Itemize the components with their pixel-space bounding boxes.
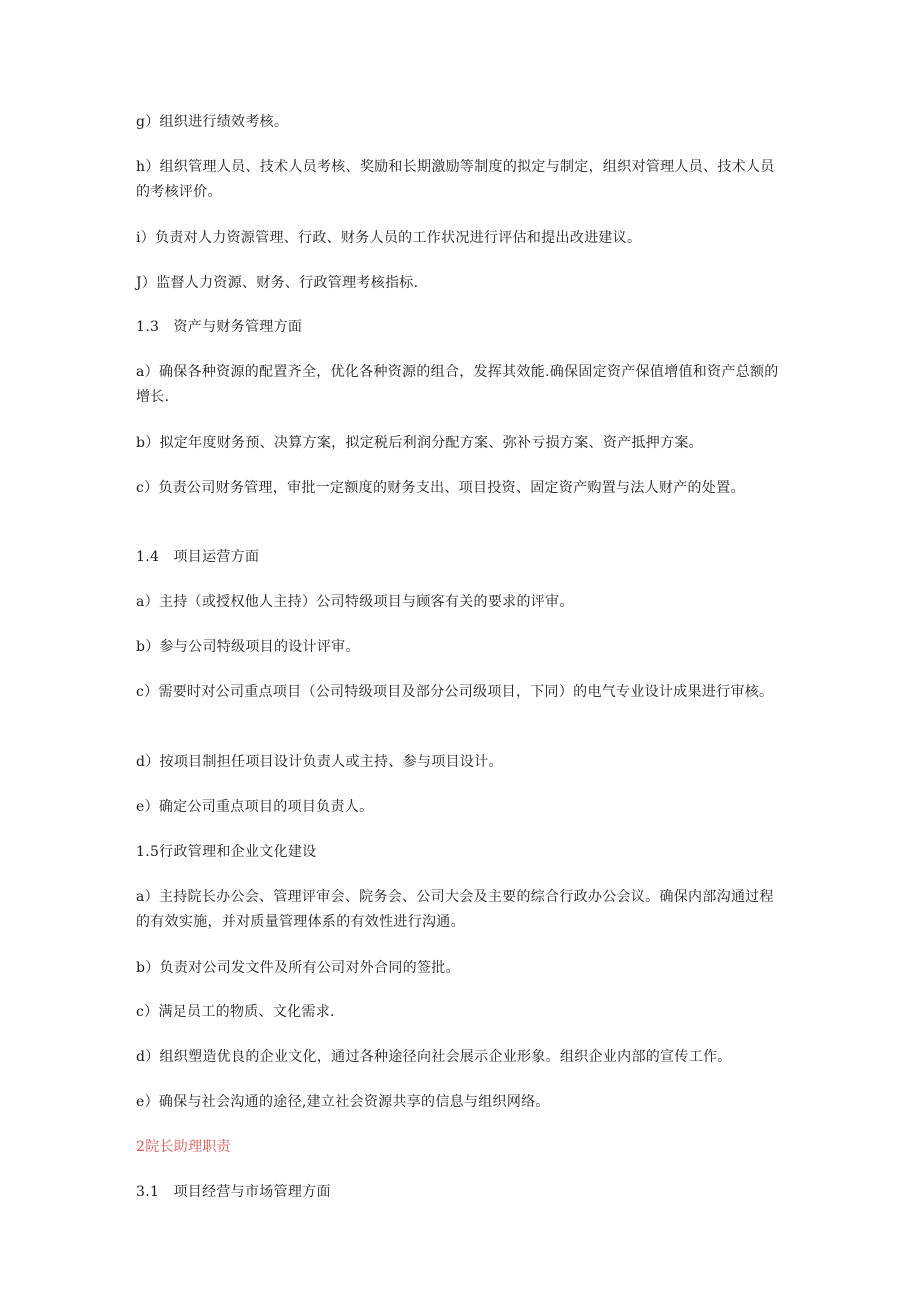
paragraph-b-1-5: b）负责对公司发文件及所有公司对外合同的签批。 [136, 960, 460, 976]
paragraph-c-1-4: c）需要时对公司重点项目（公司特级项目及部分公司级项目，下同）的电气专业设计成果进行审核。 [136, 684, 774, 700]
section-heading-1-5: 1.5行政管理和企业文化建设 [136, 844, 317, 860]
paragraph-c-1-3: c）负责公司财务管理，审批一定额度的财务支出、项目投资、固定资产购置与法人财产的处置。 [136, 480, 745, 496]
paragraph-d-1-4: d）按项目制担任项目设计负责人或主持、参与项目设计。 [136, 754, 503, 770]
paragraph-a-1-4: a）主持（或授权他人主持）公司特级项目与顾客有关的要求的评审。 [136, 594, 574, 610]
paragraph-e-1-5: e）确保与社会沟通的途径,建立社会资源共享的信息与组织网络。 [136, 1094, 550, 1110]
paragraph-e-1-4: e）确定公司重点项目的项目负责人。 [136, 799, 374, 815]
paragraph-i: i）负责对人力资源管理、行政、财务人员的工作状况进行评估和提出改进建议。 [136, 230, 642, 246]
section-heading-2: 2院长助理职责 [136, 1139, 232, 1155]
paragraph-b-1-4: b）参与公司特级项目的设计评审。 [136, 639, 360, 655]
paragraph-c-1-5: c）满足员工的物质、文化需求. [136, 1004, 335, 1020]
paragraph-a-1-5: a）主持院长办公会、管理评审会、院务会、公司大会及主要的综合行政办公会议。确保内部沟通过程的有效实施，并对质量管理体系的有效性进行沟通。 [136, 889, 774, 930]
paragraph-j: J）监督人力资源、财务、行政管理考核指标. [136, 275, 419, 291]
paragraph-a-1-3: a）确保各种资源的配置齐全，优化各种资源的组合，发挥其效能.确保固定资产保值增值和资产总额的增长. [136, 364, 779, 405]
paragraph-b-1-3: b）拟定年度财务预、决算方案，拟定税后利润分配方案、弥补亏损方案、资产抵押方案。 [136, 435, 703, 451]
paragraph-g: g）组织进行绩效考核。 [136, 114, 289, 130]
section-heading-1-3: 1.3 资产与财务管理方面 [136, 319, 303, 335]
paragraph-h: h）组织管理人员、技术人员考核、奖励和长期激励等制度的拟定与制定，组织对管理人员、技术人员的考核评价。 [136, 159, 775, 200]
section-heading-1-4: 1.4 项目运营方面 [136, 549, 260, 565]
paragraph-d-1-5: d）组织塑造优良的企业文化，通过各种途径向社会展示企业形象。组织企业内部的宣传工作。 [136, 1049, 732, 1065]
section-heading-3-1: 3.1 项目经营与市场管理方面 [136, 1184, 331, 1200]
